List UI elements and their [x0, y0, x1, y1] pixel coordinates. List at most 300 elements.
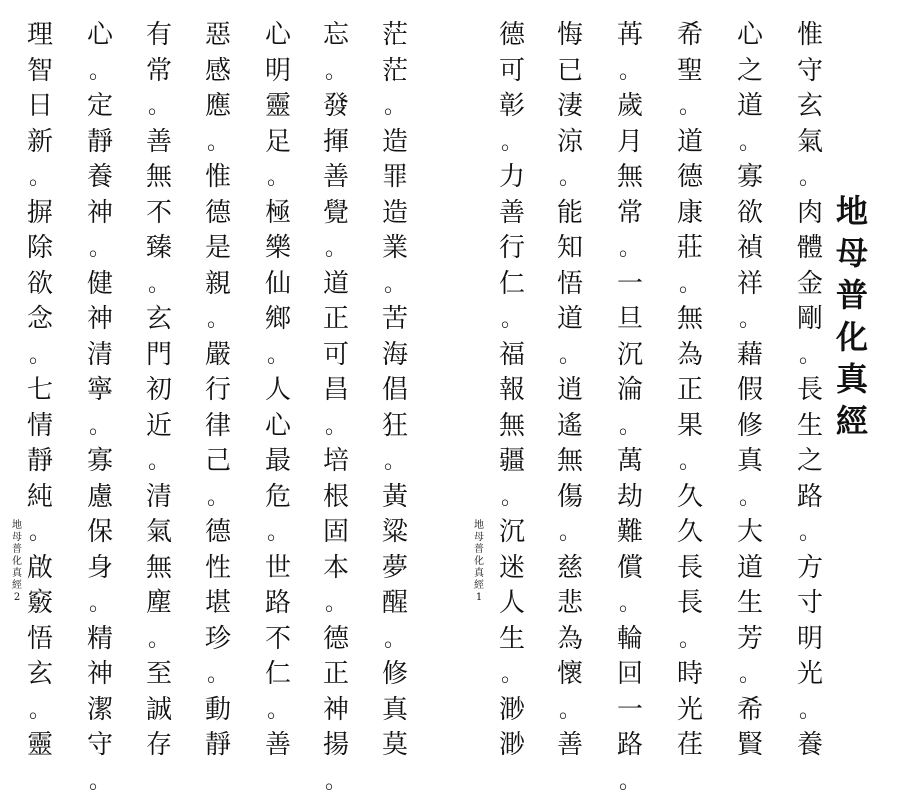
page-number: 1 [476, 592, 482, 604]
scripture-character: 健 [82, 267, 118, 303]
scripture-character: 欲 [22, 267, 58, 303]
punctuation-mark: 。 [141, 89, 177, 125]
scripture-character: 己 [200, 444, 236, 480]
punctuation-mark: 。 [552, 338, 588, 374]
scripture-character: 寸 [792, 586, 828, 622]
scripture-character: 聖 [672, 54, 708, 90]
scripture-character: 道 [318, 267, 354, 303]
scripture-character: 心 [260, 18, 296, 54]
scripture-character: 惟 [200, 160, 236, 196]
punctuation-mark: 。 [22, 338, 58, 374]
scripture-character: 疆 [494, 444, 530, 480]
scripture-character: 行 [200, 373, 236, 409]
scripture-character: 常 [141, 54, 177, 90]
punctuation-mark: 。 [200, 302, 236, 338]
scripture-character: 危 [260, 480, 296, 516]
scripture-character: 惡 [200, 18, 236, 54]
punctuation-mark: 。 [141, 444, 177, 480]
scripture-character: 賢 [732, 728, 768, 764]
scripture-character: 大 [732, 515, 768, 551]
scripture-character: 迷 [494, 551, 530, 587]
scripture-character: 苒 [612, 18, 648, 54]
scripture-character: 養 [792, 728, 828, 764]
scripture-character: 潔 [82, 693, 118, 729]
scripture-character: 路 [792, 480, 828, 516]
scripture-character: 歲 [612, 89, 648, 125]
scripture-character: 荏 [672, 728, 708, 764]
scripture-character: 行 [494, 231, 530, 267]
scripture-character: 寧 [82, 373, 118, 409]
scripture-character: 摒 [22, 196, 58, 232]
scripture-character: 無 [141, 551, 177, 587]
scripture-character: 精 [82, 622, 118, 658]
text-column [200, 18, 236, 764]
scripture-character: 力 [494, 160, 530, 196]
scripture-character: 常 [612, 196, 648, 232]
scripture-character: 渺 [494, 728, 530, 764]
scripture-character: 揮 [318, 125, 354, 161]
scripture-character: 夢 [377, 551, 413, 587]
punctuation-mark: 。 [318, 409, 354, 445]
punctuation-mark: 。 [377, 622, 413, 658]
scripture-character: 啟 [22, 551, 58, 587]
scripture-character: 生 [792, 409, 828, 445]
scripture-character: 知 [552, 231, 588, 267]
scripture-character: 久 [672, 515, 708, 551]
scripture-character: 保 [82, 515, 118, 551]
scripture-character: 動 [200, 693, 236, 729]
scripture-character: 真 [377, 693, 413, 729]
scripture-character: 培 [318, 444, 354, 480]
scripture-character: 神 [318, 693, 354, 729]
scripture-character: 德 [494, 18, 530, 54]
scripture-character: 已 [552, 54, 588, 90]
scripture-character: 氣 [141, 515, 177, 551]
scripture-character: 醒 [377, 586, 413, 622]
scripture-character: 欲 [732, 196, 768, 232]
title-character: 真 [830, 358, 874, 400]
scripture-character: 茫 [377, 18, 413, 54]
scripture-character: 不 [141, 196, 177, 232]
footer-title-character: 地 [474, 520, 484, 532]
scripture-character: 希 [672, 18, 708, 54]
scripture-character: 希 [732, 693, 768, 729]
scripture-character: 傷 [552, 480, 588, 516]
punctuation-mark: 。 [612, 764, 648, 799]
scripture-character: 茫 [377, 54, 413, 90]
scripture-character: 沉 [612, 338, 648, 374]
scripture-character: 初 [141, 373, 177, 409]
scripture-character: 覺 [318, 196, 354, 232]
scripture-character: 無 [672, 302, 708, 338]
scripture-character: 珍 [200, 622, 236, 658]
scripture-character: 禎 [732, 231, 768, 267]
footer-title-character: 母 [12, 532, 22, 544]
scripture-character: 日 [22, 89, 58, 125]
scripture-character: 德 [672, 160, 708, 196]
page-footer [474, 520, 484, 604]
scripture-character: 除 [22, 231, 58, 267]
footer-title-character: 化 [12, 556, 22, 568]
scripture-character: 康 [672, 196, 708, 232]
punctuation-mark: 。 [141, 622, 177, 658]
footer-title-character: 地 [12, 520, 22, 532]
scripture-character: 真 [732, 444, 768, 480]
scripture-character: 人 [494, 586, 530, 622]
scripture-character: 修 [377, 657, 413, 693]
punctuation-mark: 。 [792, 338, 828, 374]
scripture-character: 是 [200, 231, 236, 267]
text-column [494, 18, 530, 764]
scripture-character: 一 [612, 267, 648, 303]
scripture-character: 寡 [82, 444, 118, 480]
punctuation-mark: 。 [200, 125, 236, 161]
scripture-character: 竅 [22, 586, 58, 622]
scripture-character: 人 [260, 373, 296, 409]
scripture-character: 莊 [672, 231, 708, 267]
scripture-character: 近 [141, 409, 177, 445]
scripture-character: 昌 [318, 373, 354, 409]
scripture-character: 心 [732, 18, 768, 54]
scripture-character: 養 [82, 160, 118, 196]
scripture-character: 路 [260, 586, 296, 622]
scripture-character: 慮 [82, 480, 118, 516]
punctuation-mark: 。 [612, 231, 648, 267]
punctuation-mark: 。 [672, 267, 708, 303]
title-character: 普 [830, 274, 874, 316]
scripture-character: 月 [612, 125, 648, 161]
footer-title-character: 普 [12, 544, 22, 556]
punctuation-mark: 。 [200, 480, 236, 516]
punctuation-mark: 。 [200, 657, 236, 693]
punctuation-mark: 。 [792, 693, 828, 729]
scripture-character: 旦 [612, 302, 648, 338]
scripture-character: 生 [732, 586, 768, 622]
scripture-character: 純 [22, 480, 58, 516]
scripture-character: 可 [318, 338, 354, 374]
footer-title-character: 化 [474, 556, 484, 568]
punctuation-mark: 。 [612, 586, 648, 622]
scripture-character: 玄 [22, 657, 58, 693]
scripture-character: 存 [141, 728, 177, 764]
scripture-character: 臻 [141, 231, 177, 267]
scripture-character: 嚴 [200, 338, 236, 374]
scripture-character: 靜 [200, 728, 236, 764]
scripture-character: 念 [22, 302, 58, 338]
scripture-character: 神 [82, 302, 118, 338]
scripture-character: 久 [672, 480, 708, 516]
scripture-character: 光 [792, 657, 828, 693]
scripture-character: 世 [260, 551, 296, 587]
scripture-character: 造 [377, 196, 413, 232]
scripture-character: 仁 [494, 267, 530, 303]
scripture-character: 彰 [494, 89, 530, 125]
scripture-character: 正 [672, 373, 708, 409]
scripture-character: 涼 [552, 125, 588, 161]
scripture-character: 悔 [552, 18, 588, 54]
punctuation-mark: 。 [22, 160, 58, 196]
scripture-character: 感 [200, 54, 236, 90]
punctuation-mark: 。 [732, 480, 768, 516]
scripture-character: 道 [732, 89, 768, 125]
scripture-character: 心 [260, 409, 296, 445]
scripture-character: 明 [260, 54, 296, 90]
scripture-character: 道 [672, 125, 708, 161]
scripture-character: 極 [260, 196, 296, 232]
punctuation-mark: 。 [494, 125, 530, 161]
scripture-character: 足 [260, 125, 296, 161]
scripture-character: 德 [200, 196, 236, 232]
scripture-character: 靜 [82, 125, 118, 161]
scripture-character: 淒 [552, 89, 588, 125]
scripture-character: 長 [792, 373, 828, 409]
scripture-character: 時 [672, 657, 708, 693]
scripture-character: 光 [672, 693, 708, 729]
scripture-character: 身 [82, 551, 118, 587]
scripture-character: 無 [612, 160, 648, 196]
scripture-character: 苦 [377, 302, 413, 338]
scripture-character: 有 [141, 18, 177, 54]
scripture-character: 善 [260, 728, 296, 764]
scripture-character: 靈 [22, 728, 58, 764]
scripture-character: 長 [672, 551, 708, 587]
scripture-character: 固 [318, 515, 354, 551]
scripture-character: 劫 [612, 480, 648, 516]
scripture-character: 果 [672, 409, 708, 445]
scripture-character: 無 [494, 409, 530, 445]
text-column [672, 18, 708, 764]
punctuation-mark: 。 [377, 89, 413, 125]
scripture-character: 可 [494, 54, 530, 90]
scripture-character: 道 [552, 302, 588, 338]
scripture-character: 莫 [377, 728, 413, 764]
footer-title-character: 母 [474, 532, 484, 544]
scripture-character: 之 [732, 54, 768, 90]
page-number: 2 [14, 592, 20, 604]
title-character: 經 [830, 400, 874, 442]
text-column [260, 18, 296, 764]
page-footer [12, 520, 22, 604]
scripture-character: 正 [318, 302, 354, 338]
text-column [552, 18, 588, 764]
scripture-character: 報 [494, 373, 530, 409]
scripture-character: 最 [260, 444, 296, 480]
scripture-character: 仁 [260, 657, 296, 693]
scripture-character: 忘 [318, 18, 354, 54]
scripture-character: 生 [494, 622, 530, 658]
scripture-character: 親 [200, 267, 236, 303]
scripture-character: 方 [792, 551, 828, 587]
punctuation-mark: 。 [377, 267, 413, 303]
scripture-character: 理 [22, 18, 58, 54]
page-left [0, 0, 457, 645]
punctuation-mark: 。 [318, 231, 354, 267]
scripture-character: 門 [141, 338, 177, 374]
text-column [318, 18, 354, 799]
scripture-character: 藉 [732, 338, 768, 374]
punctuation-mark: 。 [672, 89, 708, 125]
scripture-character: 罪 [377, 160, 413, 196]
punctuation-mark: 。 [612, 409, 648, 445]
scripture-character: 守 [792, 54, 828, 90]
punctuation-mark: 。 [260, 515, 296, 551]
scripture-character: 假 [732, 373, 768, 409]
punctuation-mark: 。 [377, 444, 413, 480]
scripture-character: 無 [552, 444, 588, 480]
scripture-character: 心 [82, 18, 118, 54]
scripture-character: 堪 [200, 586, 236, 622]
scripture-character: 懷 [552, 657, 588, 693]
footer-title-character: 經 [474, 580, 484, 592]
scripture-character: 粱 [377, 515, 413, 551]
scripture-character: 為 [672, 338, 708, 374]
scripture-character: 路 [612, 728, 648, 764]
scripture-character: 之 [792, 444, 828, 480]
text-column [141, 18, 177, 764]
scripture-character: 不 [260, 622, 296, 658]
text-column [22, 18, 58, 764]
scripture-character: 德 [318, 622, 354, 658]
scripture-character: 靈 [260, 89, 296, 125]
punctuation-mark: 。 [612, 54, 648, 90]
punctuation-mark: 。 [732, 125, 768, 161]
scripture-character: 難 [612, 515, 648, 551]
scripture-character: 金 [792, 267, 828, 303]
scripture-character: 仙 [260, 267, 296, 303]
scripture-character: 氣 [792, 125, 828, 161]
punctuation-mark: 。 [318, 764, 354, 799]
punctuation-mark: 。 [260, 693, 296, 729]
scripture-character: 造 [377, 125, 413, 161]
scripture-character: 新 [22, 125, 58, 161]
scripture-character: 根 [318, 480, 354, 516]
scripture-character: 七 [22, 373, 58, 409]
punctuation-mark: 。 [82, 409, 118, 445]
scripture-character: 惟 [792, 18, 828, 54]
scripture-character: 玄 [792, 89, 828, 125]
scripture-character: 鄉 [260, 302, 296, 338]
scripture-character: 應 [200, 89, 236, 125]
scripture-character: 明 [792, 622, 828, 658]
punctuation-mark: 。 [260, 338, 296, 374]
punctuation-mark: 。 [792, 160, 828, 196]
punctuation-mark: 。 [732, 302, 768, 338]
scripture-character: 發 [318, 89, 354, 125]
title-character: 地 [830, 190, 874, 232]
scripture-character: 神 [82, 196, 118, 232]
title-character: 母 [830, 232, 874, 274]
scripture-character: 德 [200, 515, 236, 551]
scripture-character: 悲 [552, 586, 588, 622]
scripture-character: 體 [792, 231, 828, 267]
scripture-character: 悟 [552, 267, 588, 303]
title-character: 化 [830, 316, 874, 358]
punctuation-mark: 。 [82, 764, 118, 799]
scripture-character: 清 [82, 338, 118, 374]
punctuation-mark: 。 [82, 586, 118, 622]
scripture-character: 一 [612, 693, 648, 729]
scripture-character: 悟 [22, 622, 58, 658]
punctuation-mark: 。 [494, 480, 530, 516]
punctuation-mark: 。 [22, 515, 58, 551]
scripture-character: 為 [552, 622, 588, 658]
punctuation-mark: 。 [494, 657, 530, 693]
scripture-character: 靜 [22, 444, 58, 480]
scripture-character: 善 [552, 728, 588, 764]
scripture-character: 慈 [552, 551, 588, 587]
scripture-character: 海 [377, 338, 413, 374]
scripture-character: 狂 [377, 409, 413, 445]
scripture-character: 祥 [732, 267, 768, 303]
scripture-character: 神 [82, 657, 118, 693]
scripture-character: 沉 [494, 515, 530, 551]
scripture-character: 善 [318, 160, 354, 196]
punctuation-mark: 。 [672, 444, 708, 480]
punctuation-mark: 。 [318, 54, 354, 90]
punctuation-mark: 。 [672, 622, 708, 658]
scripture-character: 無 [141, 160, 177, 196]
scripture-character: 修 [732, 409, 768, 445]
scripture-character: 肉 [792, 196, 828, 232]
scripture-character: 善 [141, 125, 177, 161]
scripture-character: 道 [732, 551, 768, 587]
punctuation-mark: 。 [552, 693, 588, 729]
punctuation-mark: 。 [260, 160, 296, 196]
scripture-character: 渺 [494, 693, 530, 729]
text-column [377, 18, 413, 764]
punctuation-mark: 。 [141, 267, 177, 303]
scripture-character: 性 [200, 551, 236, 587]
scripture-character: 正 [318, 657, 354, 693]
scripture-character: 芳 [732, 622, 768, 658]
scripture-character: 輪 [612, 622, 648, 658]
scripture-character: 樂 [260, 231, 296, 267]
punctuation-mark: 。 [552, 515, 588, 551]
scripture-character: 黃 [377, 480, 413, 516]
scripture-character: 誠 [141, 693, 177, 729]
scripture-character: 能 [552, 196, 588, 232]
scripture-character: 萬 [612, 444, 648, 480]
scripture-character: 回 [612, 657, 648, 693]
book-title [830, 190, 874, 442]
punctuation-mark: 。 [792, 515, 828, 551]
scripture-character: 玄 [141, 302, 177, 338]
punctuation-mark: 。 [552, 160, 588, 196]
punctuation-mark: 。 [318, 586, 354, 622]
punctuation-mark: 。 [732, 657, 768, 693]
scripture-character: 本 [318, 551, 354, 587]
punctuation-mark: 。 [82, 54, 118, 90]
text-column [792, 18, 828, 764]
scripture-character: 倡 [377, 373, 413, 409]
scripture-character: 善 [494, 196, 530, 232]
footer-title-character: 經 [12, 580, 22, 592]
scripture-character: 償 [612, 551, 648, 587]
punctuation-mark: 。 [82, 231, 118, 267]
scripture-character: 剛 [792, 302, 828, 338]
scripture-character: 揚 [318, 728, 354, 764]
scripture-character: 寡 [732, 160, 768, 196]
scripture-character: 塵 [141, 586, 177, 622]
scripture-character: 清 [141, 480, 177, 516]
text-column [732, 18, 768, 764]
scripture-character: 長 [672, 586, 708, 622]
text-column [82, 18, 118, 799]
scripture-character: 智 [22, 54, 58, 90]
punctuation-mark: 。 [494, 302, 530, 338]
scripture-character: 情 [22, 409, 58, 445]
scripture-character: 業 [377, 231, 413, 267]
